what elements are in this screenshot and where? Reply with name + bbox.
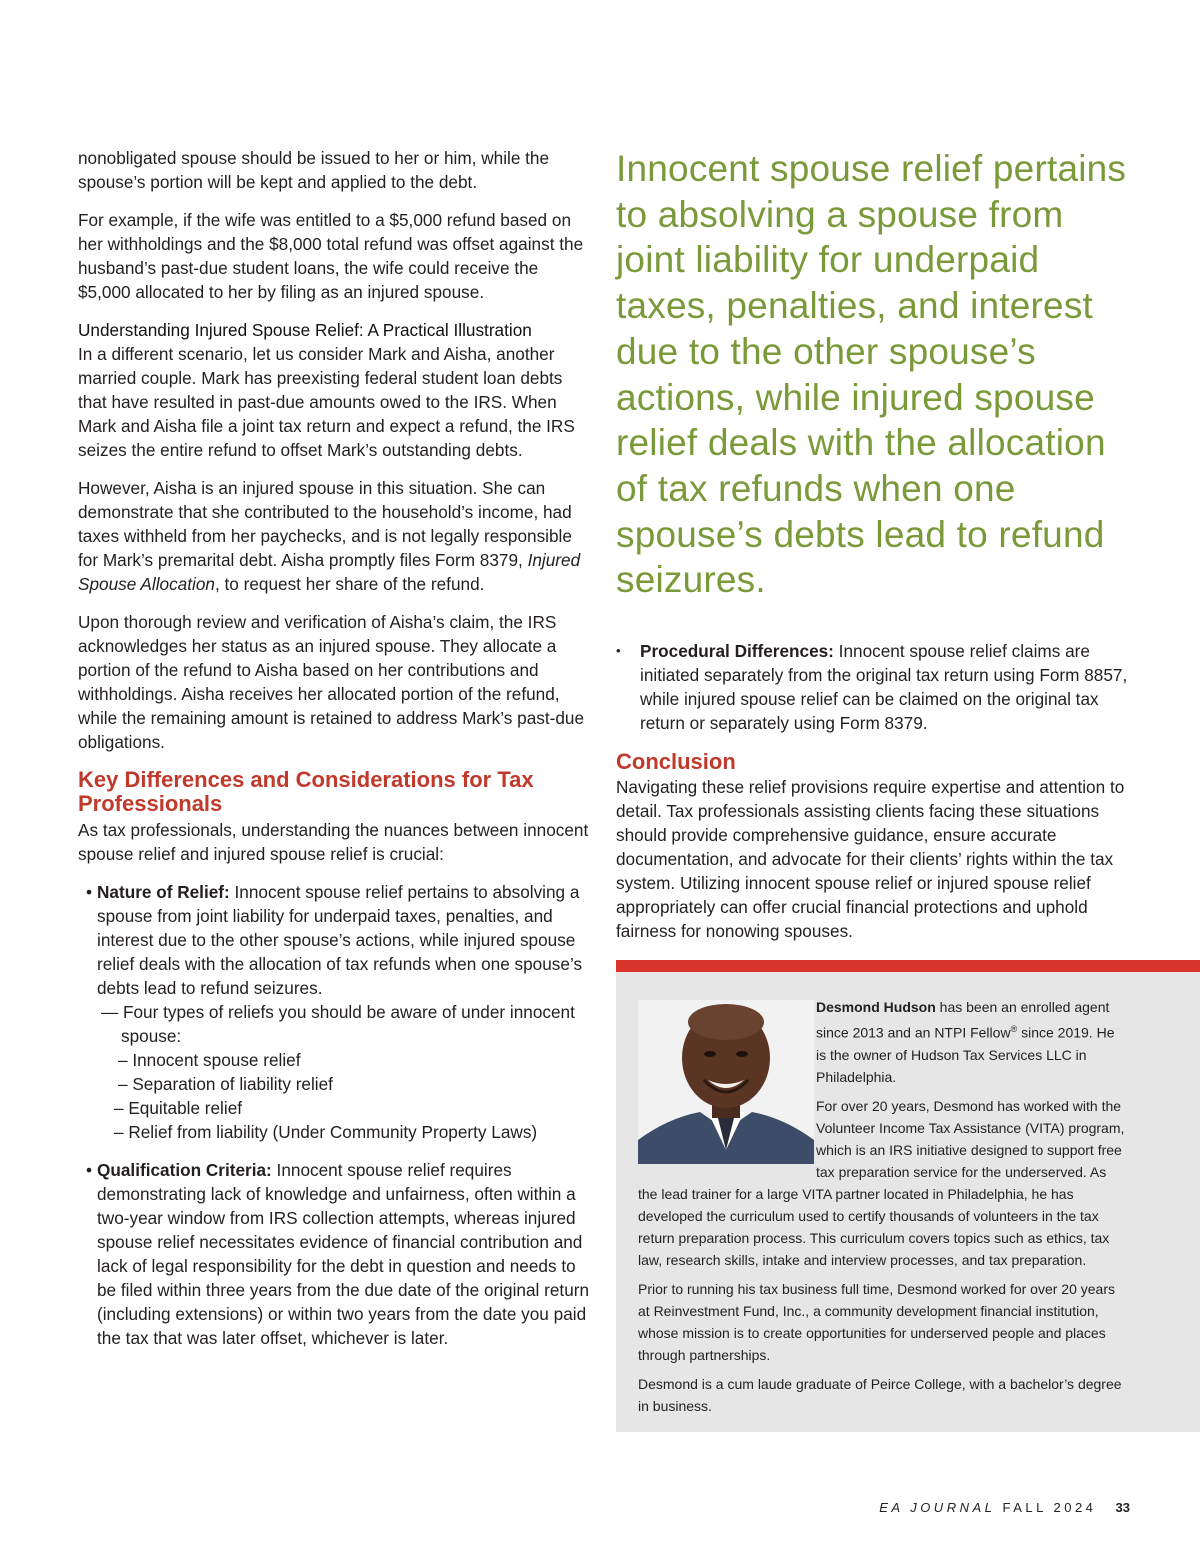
paragraph-text: However, Aisha is an injured spouse in this situation. She can demonstrate that she contributed to the household’s income, had taxes withheld from her paychecks, and is not legally responsible for Mark’s premarital debt. Aisha promptly files Form 8379, <box>78 478 572 570</box>
bullet-dot-icon: • <box>616 643 621 659</box>
issue-label: FALL 2024 <box>1002 1500 1097 1515</box>
sub-bullet: — Four types of reliefs you should be aware of under innocent spouse: <box>101 1002 575 1046</box>
bullet-label: Procedural Differences: <box>640 641 834 662</box>
journal-name: EA JOURNAL <box>879 1500 996 1515</box>
author-name: Desmond Hudson <box>816 999 936 1015</box>
sub-item: – Separation of liability relief <box>118 1074 333 1094</box>
page-footer <box>879 1500 1130 1515</box>
right-body <box>616 639 1136 943</box>
sub-item: – Equitable relief <box>114 1098 243 1118</box>
bio-paragraph: Desmond is a cum laude graduate of Peirce College, with a bachelor’s degree in business. <box>638 1375 1122 1414</box>
bio-paragraph: For over 20 years, Desmond has worked with the Volunteer Income Tax Assistance (VITA) program, which is an IRS initiative designed to support free tax preparation service for the underserved. As the lead trainer for a large VITA partner located in Philadelphia, he has developed the curriculum used to certify thousands of volunteers in the tax return preparation process. This curriculum covers topics such as ethics, tax law, research skills, intake and interview processes, and tax preparation. <box>638 1097 1125 1268</box>
conclusion-text: Navigating these relief provisions require expertise and attention to detail. Tax professionals assisting clients facing these situations should provide comprehensive guidance, ensure accurate documentation, and advocate for their clients’ rights within the tax system. Utilizing innocent spouse relief or injured spouse relief appropriately can offer crucial financial protections and uphold fairness for nonowing spouses. <box>616 777 1125 942</box>
bio-paragraph: Prior to running his tax business full time, Desmond worked for over 20 years at Reinvestment Fund, Inc., a community development financial institution, whose mission is to create opportunities for underserved people and places through partnerships. <box>638 1280 1115 1363</box>
registered-mark: ® <box>1010 1024 1018 1034</box>
sub-item: – Relief from liability (Under Community Property Laws) <box>114 1122 538 1142</box>
page-number: 33 <box>1115 1500 1130 1515</box>
paragraph: As tax professionals, understanding the nuances between innocent spouse relief and injured spouse relief is crucial: <box>78 820 589 864</box>
section-heading: Key Differences and Considerations for Tax Professionals <box>78 767 534 816</box>
paragraph-text: , to request her share of the refund. <box>214 574 485 594</box>
sub-item: – Innocent spouse relief <box>118 1050 301 1070</box>
photo-spacer <box>638 996 816 1166</box>
bio-text-part: since 2019. He is the owner of Hudson Tax Services LLC in Philadelphia. <box>816 1024 1115 1085</box>
bullet-list <box>78 880 594 1350</box>
bullet-qualification-criteria <box>78 1158 594 1350</box>
conclusion-heading: Conclusion <box>616 749 736 775</box>
paragraph-text: In a different scenario, let us consider Mark and Aisha, another married couple. Mark has preexisting federal student loan debts that have resulted in past-due amounts owed to the IRS. When Mark and Aisha file a joint tax return and expect a refund, the IRS seizes the entire refund to offset Mark’s outstanding debts. <box>78 344 575 460</box>
left-column <box>78 146 594 1364</box>
bullet-procedural-differences <box>616 639 1136 735</box>
bio-text <box>638 996 1128 1424</box>
bullet-text: Innocent spouse relief requires demonstrating lack of knowledge and unfairness, often within a two-year window from IRS collection attempts, whereas injured spouse relief necessitates evidence of financial contribution and lack of legal responsibility for the debt in question and needs to be filed within three years from the due date of the original return (including extensions) or within two years from the date you paid the tax that was later offset, whichever is later. <box>97 1160 590 1348</box>
paragraph: For example, if the wife was entitled to a $5,000 refund based on her withholdings and the $8,000 total refund was offset against the husband’s past-due student loans, the wife could receive the $5,000 allocated to her by filing as an injured spouse. <box>78 210 584 302</box>
bullet-text: Innocent spouse relief pertains to absolving a spouse from joint liability for underpaid taxes, penalties, and interest due to the other spouse’s actions, while injured spouse relief deals with the allocation of tax refunds when one spouse’s debts lead to refund seizures. <box>97 882 583 998</box>
bullet-text: Innocent spouse relief claims are initiated separately from the original tax return using Form 8857, while injured spouse relief can be claimed on the original tax return or separately using Form 8379. <box>640 641 1128 734</box>
bullet-nature-of-relief <box>78 880 594 1144</box>
form-title: Injured Spouse Allocation <box>78 550 581 594</box>
author-bio-box <box>616 972 1200 1432</box>
bio-text-part: has been an enrolled agent since 2013 and an NTPI Fellow <box>816 999 1110 1041</box>
bio-divider-rule <box>616 960 1200 972</box>
pull-quote: Innocent spouse relief pertains to absolving a spouse from joint liability for underpaid taxes, penalties, and interest due to the other spouse’s actions, while injured spouse relief deals with the allocation of tax refunds when one spouse’s debts lead to refund seizures. <box>616 148 1127 601</box>
bullet-label: Nature of Relief: <box>97 882 230 902</box>
bullet-label: Qualification Criteria: <box>97 1160 272 1180</box>
paragraph: Upon thorough review and verification of Aisha’s claim, the IRS acknowledges her status as an injured spouse. They allocate a portion of the refund to Aisha based on her contributions and withholdings. Aisha receives her allocated portion of the refund, while the remaining amount is retained to address Mark’s past-due obligations. <box>78 612 585 752</box>
paragraph-with-subhead <box>78 318 594 462</box>
paragraph: nonobligated spouse should be issued to her or him, while the spouse’s portion will be kept and applied to the debt. <box>78 148 550 192</box>
paragraph <box>78 476 594 596</box>
subheading: Understanding Injured Spouse Relief: A Practical Illustration <box>78 320 532 340</box>
right-column <box>616 146 1136 943</box>
